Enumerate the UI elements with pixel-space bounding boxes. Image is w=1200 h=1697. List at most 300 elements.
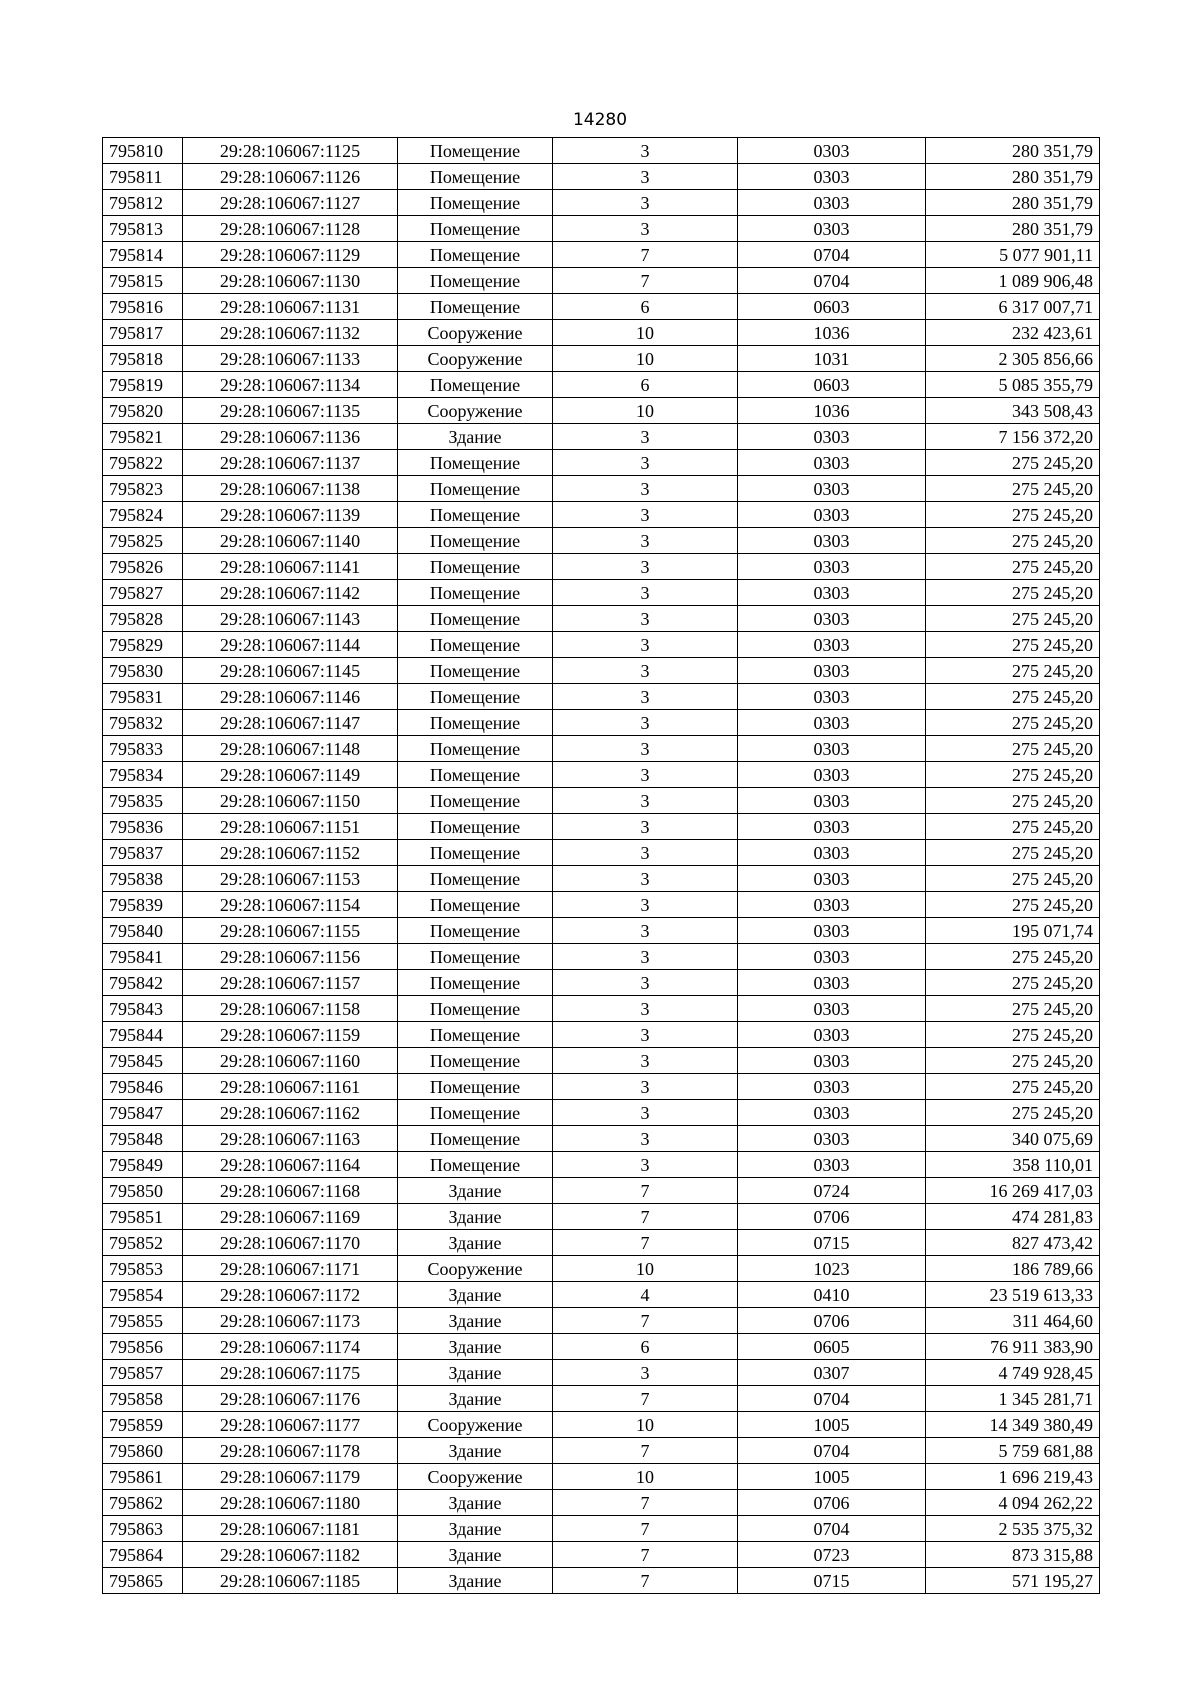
subgroup-code-cell: 0303: [738, 866, 926, 892]
table-row: [103, 1412, 1100, 1438]
cadastral-value-table: [102, 137, 1100, 1594]
cadastral-number-cell: 29:28:106067:1139: [183, 502, 398, 528]
subgroup-code-cell: 0724: [738, 1178, 926, 1204]
subgroup-code-cell: 0303: [738, 684, 926, 710]
row-number-cell: 795864: [103, 1542, 183, 1568]
cadastral-value-cell: 5 077 901,11: [926, 242, 1100, 268]
subgroup-code-cell: 0303: [738, 944, 926, 970]
row-number-cell: 795841: [103, 944, 183, 970]
table-row: [103, 580, 1100, 606]
table-row: [103, 1464, 1100, 1490]
group-cell: 7: [553, 242, 738, 268]
row-number-cell: 795845: [103, 1048, 183, 1074]
cadastral-number-cell: 29:28:106067:1174: [183, 1334, 398, 1360]
row-number-cell: 795826: [103, 554, 183, 580]
cadastral-value-cell: 4 749 928,45: [926, 1360, 1100, 1386]
subgroup-code-cell: 0303: [738, 554, 926, 580]
cadastral-number-cell: 29:28:106067:1177: [183, 1412, 398, 1438]
group-cell: 6: [553, 294, 738, 320]
cadastral-number-cell: 29:28:106067:1153: [183, 866, 398, 892]
subgroup-code-cell: 0303: [738, 528, 926, 554]
cadastral-value-cell: 1 089 906,48: [926, 268, 1100, 294]
cadastral-number-cell: 29:28:106067:1171: [183, 1256, 398, 1282]
cadastral-number-cell: 29:28:106067:1148: [183, 736, 398, 762]
cadastral-number-cell: 29:28:106067:1176: [183, 1386, 398, 1412]
cadastral-value-cell: 76 911 383,90: [926, 1334, 1100, 1360]
subgroup-code-cell: 0410: [738, 1282, 926, 1308]
subgroup-code-cell: 0303: [738, 762, 926, 788]
cadastral-number-cell: 29:28:106067:1141: [183, 554, 398, 580]
cadastral-value-cell: 275 245,20: [926, 892, 1100, 918]
cadastral-number-cell: 29:28:106067:1156: [183, 944, 398, 970]
group-cell: 3: [553, 632, 738, 658]
row-number-cell: 795861: [103, 1464, 183, 1490]
subgroup-code-cell: 0303: [738, 840, 926, 866]
row-number-cell: 795818: [103, 346, 183, 372]
subgroup-code-cell: 0603: [738, 372, 926, 398]
row-number-cell: 795821: [103, 424, 183, 450]
cadastral-value-cell: 275 245,20: [926, 1048, 1100, 1074]
object-type-cell: Помещение: [398, 684, 553, 710]
cadastral-number-cell: 29:28:106067:1135: [183, 398, 398, 424]
group-cell: 3: [553, 190, 738, 216]
cadastral-value-cell: 474 281,83: [926, 1204, 1100, 1230]
table-row: [103, 1230, 1100, 1256]
cadastral-number-cell: 29:28:106067:1173: [183, 1308, 398, 1334]
row-number-cell: 795827: [103, 580, 183, 606]
subgroup-code-cell: 0715: [738, 1230, 926, 1256]
row-number-cell: 795863: [103, 1516, 183, 1542]
cadastral-number-cell: 29:28:106067:1152: [183, 840, 398, 866]
table-row: [103, 814, 1100, 840]
cadastral-number-cell: 29:28:106067:1137: [183, 450, 398, 476]
cadastral-number-cell: 29:28:106067:1147: [183, 710, 398, 736]
subgroup-code-cell: 0307: [738, 1360, 926, 1386]
object-type-cell: Здание: [398, 1568, 553, 1594]
object-type-cell: Помещение: [398, 216, 553, 242]
cadastral-value-cell: 311 464,60: [926, 1308, 1100, 1334]
table-row: [103, 320, 1100, 346]
subgroup-code-cell: 0303: [738, 1022, 926, 1048]
object-type-cell: Помещение: [398, 294, 553, 320]
subgroup-code-cell: 0706: [738, 1204, 926, 1230]
group-cell: 7: [553, 1542, 738, 1568]
cadastral-value-cell: 280 351,79: [926, 190, 1100, 216]
subgroup-code-cell: 0303: [738, 710, 926, 736]
subgroup-code-cell: 0303: [738, 814, 926, 840]
row-number-cell: 795859: [103, 1412, 183, 1438]
group-cell: 7: [553, 1308, 738, 1334]
object-type-cell: Сооружение: [398, 1464, 553, 1490]
group-cell: 3: [553, 1048, 738, 1074]
row-number-cell: 795830: [103, 658, 183, 684]
cadastral-number-cell: 29:28:106067:1162: [183, 1100, 398, 1126]
cadastral-value-cell: 4 094 262,22: [926, 1490, 1100, 1516]
subgroup-code-cell: 0303: [738, 424, 926, 450]
object-type-cell: Помещение: [398, 528, 553, 554]
object-type-cell: Помещение: [398, 580, 553, 606]
object-type-cell: Помещение: [398, 450, 553, 476]
cadastral-number-cell: 29:28:106067:1142: [183, 580, 398, 606]
cadastral-number-cell: 29:28:106067:1164: [183, 1152, 398, 1178]
cadastral-number-cell: 29:28:106067:1151: [183, 814, 398, 840]
subgroup-code-cell: 0303: [738, 632, 926, 658]
group-cell: 10: [553, 1256, 738, 1282]
subgroup-code-cell: 0715: [738, 1568, 926, 1594]
table-row: [103, 1048, 1100, 1074]
subgroup-code-cell: 0303: [738, 658, 926, 684]
row-number-cell: 795824: [103, 502, 183, 528]
group-cell: 10: [553, 346, 738, 372]
cadastral-value-cell: 275 245,20: [926, 788, 1100, 814]
row-number-cell: 795820: [103, 398, 183, 424]
cadastral-number-cell: 29:28:106067:1182: [183, 1542, 398, 1568]
object-type-cell: Помещение: [398, 658, 553, 684]
cadastral-number-cell: 29:28:106067:1149: [183, 762, 398, 788]
row-number-cell: 795850: [103, 1178, 183, 1204]
cadastral-value-cell: 5 759 681,88: [926, 1438, 1100, 1464]
row-number-cell: 795846: [103, 1074, 183, 1100]
group-cell: 3: [553, 710, 738, 736]
object-type-cell: Помещение: [398, 1100, 553, 1126]
cadastral-value-cell: 275 245,20: [926, 944, 1100, 970]
cadastral-number-cell: 29:28:106067:1159: [183, 1022, 398, 1048]
cadastral-value-cell: 275 245,20: [926, 762, 1100, 788]
cadastral-number-cell: 29:28:106067:1130: [183, 268, 398, 294]
row-number-cell: 795843: [103, 996, 183, 1022]
group-cell: 3: [553, 450, 738, 476]
cadastral-number-cell: 29:28:106067:1155: [183, 918, 398, 944]
object-type-cell: Здание: [398, 1516, 553, 1542]
object-type-cell: Здание: [398, 1542, 553, 1568]
cadastral-value-cell: 16 269 417,03: [926, 1178, 1100, 1204]
group-cell: 3: [553, 892, 738, 918]
table-body: [103, 138, 1100, 1594]
cadastral-number-cell: 29:28:106067:1175: [183, 1360, 398, 1386]
cadastral-number-cell: 29:28:106067:1178: [183, 1438, 398, 1464]
subgroup-code-cell: 0303: [738, 164, 926, 190]
table-row: [103, 1152, 1100, 1178]
row-number-cell: 795819: [103, 372, 183, 398]
row-number-cell: 795838: [103, 866, 183, 892]
table-row: [103, 450, 1100, 476]
cadastral-number-cell: 29:28:106067:1157: [183, 970, 398, 996]
group-cell: 3: [553, 970, 738, 996]
row-number-cell: 795828: [103, 606, 183, 632]
object-type-cell: Здание: [398, 1178, 553, 1204]
object-type-cell: Помещение: [398, 1074, 553, 1100]
cadastral-value-cell: 571 195,27: [926, 1568, 1100, 1594]
group-cell: 3: [553, 762, 738, 788]
group-cell: 3: [553, 606, 738, 632]
row-number-cell: 795837: [103, 840, 183, 866]
row-number-cell: 795857: [103, 1360, 183, 1386]
object-type-cell: Помещение: [398, 814, 553, 840]
table-row: [103, 398, 1100, 424]
object-type-cell: Помещение: [398, 1048, 553, 1074]
group-cell: 3: [553, 684, 738, 710]
object-type-cell: Помещение: [398, 502, 553, 528]
row-number-cell: 795852: [103, 1230, 183, 1256]
group-cell: 3: [553, 138, 738, 164]
cadastral-number-cell: 29:28:106067:1179: [183, 1464, 398, 1490]
row-number-cell: 795825: [103, 528, 183, 554]
group-cell: 3: [553, 580, 738, 606]
cadastral-number-cell: 29:28:106067:1170: [183, 1230, 398, 1256]
subgroup-code-cell: 0303: [738, 190, 926, 216]
row-number-cell: 795853: [103, 1256, 183, 1282]
row-number-cell: 795860: [103, 1438, 183, 1464]
subgroup-code-cell: 0303: [738, 918, 926, 944]
row-number-cell: 795831: [103, 684, 183, 710]
object-type-cell: Здание: [398, 1308, 553, 1334]
table-row: [103, 1204, 1100, 1230]
object-type-cell: Помещение: [398, 268, 553, 294]
group-cell: 7: [553, 1178, 738, 1204]
table-row: [103, 1282, 1100, 1308]
object-type-cell: Помещение: [398, 164, 553, 190]
subgroup-code-cell: 1005: [738, 1464, 926, 1490]
cadastral-value-cell: 275 245,20: [926, 736, 1100, 762]
object-type-cell: Здание: [398, 1230, 553, 1256]
subgroup-code-cell: 0303: [738, 736, 926, 762]
cadastral-number-cell: 29:28:106067:1136: [183, 424, 398, 450]
row-number-cell: 795815: [103, 268, 183, 294]
group-cell: 7: [553, 1438, 738, 1464]
group-cell: 7: [553, 1568, 738, 1594]
row-number-cell: 795834: [103, 762, 183, 788]
table-row: [103, 216, 1100, 242]
object-type-cell: Помещение: [398, 840, 553, 866]
table-row: [103, 996, 1100, 1022]
row-number-cell: 795822: [103, 450, 183, 476]
table-row: [103, 372, 1100, 398]
object-type-cell: Помещение: [398, 1152, 553, 1178]
subgroup-code-cell: 1036: [738, 398, 926, 424]
subgroup-code-cell: 0303: [738, 996, 926, 1022]
subgroup-code-cell: 0303: [738, 1100, 926, 1126]
group-cell: 3: [553, 1100, 738, 1126]
cadastral-value-cell: 280 351,79: [926, 138, 1100, 164]
subgroup-code-cell: 1023: [738, 1256, 926, 1282]
cadastral-value-cell: 275 245,20: [926, 632, 1100, 658]
object-type-cell: Помещение: [398, 242, 553, 268]
group-cell: 3: [553, 866, 738, 892]
object-type-cell: Здание: [398, 1334, 553, 1360]
group-cell: 3: [553, 996, 738, 1022]
subgroup-code-cell: 0704: [738, 1386, 926, 1412]
table-row: [103, 736, 1100, 762]
row-number-cell: 795833: [103, 736, 183, 762]
table-row: [103, 840, 1100, 866]
cadastral-value-cell: 275 245,20: [926, 814, 1100, 840]
table-row: [103, 1386, 1100, 1412]
subgroup-code-cell: 0303: [738, 502, 926, 528]
subgroup-code-cell: 1005: [738, 1412, 926, 1438]
cadastral-value-cell: 275 245,20: [926, 658, 1100, 684]
subgroup-code-cell: 1031: [738, 346, 926, 372]
object-type-cell: Здание: [398, 1438, 553, 1464]
cadastral-value-cell: 340 075,69: [926, 1126, 1100, 1152]
object-type-cell: Помещение: [398, 970, 553, 996]
table-row: [103, 294, 1100, 320]
cadastral-number-cell: 29:28:106067:1154: [183, 892, 398, 918]
cadastral-value-cell: 1 696 219,43: [926, 1464, 1100, 1490]
subgroup-code-cell: 0704: [738, 242, 926, 268]
cadastral-number-cell: 29:28:106067:1172: [183, 1282, 398, 1308]
object-type-cell: Помещение: [398, 892, 553, 918]
cadastral-value-cell: 275 245,20: [926, 450, 1100, 476]
subgroup-code-cell: 0303: [738, 216, 926, 242]
table-row: [103, 710, 1100, 736]
table-row: [103, 1100, 1100, 1126]
object-type-cell: Помещение: [398, 866, 553, 892]
subgroup-code-cell: 0603: [738, 294, 926, 320]
cadastral-value-cell: 280 351,79: [926, 216, 1100, 242]
cadastral-value-cell: 1 345 281,71: [926, 1386, 1100, 1412]
table-row: [103, 892, 1100, 918]
row-number-cell: 795855: [103, 1308, 183, 1334]
object-type-cell: Помещение: [398, 632, 553, 658]
subgroup-code-cell: 0303: [738, 606, 926, 632]
cadastral-number-cell: 29:28:106067:1158: [183, 996, 398, 1022]
cadastral-value-cell: 873 315,88: [926, 1542, 1100, 1568]
subgroup-code-cell: 0303: [738, 788, 926, 814]
table-row: [103, 502, 1100, 528]
object-type-cell: Помещение: [398, 1126, 553, 1152]
table-row: [103, 164, 1100, 190]
object-type-cell: Помещение: [398, 762, 553, 788]
subgroup-code-cell: 0303: [738, 892, 926, 918]
subgroup-code-cell: 0303: [738, 450, 926, 476]
cadastral-value-cell: 275 245,20: [926, 502, 1100, 528]
table-row: [103, 1568, 1100, 1594]
row-number-cell: 795836: [103, 814, 183, 840]
object-type-cell: Помещение: [398, 710, 553, 736]
object-type-cell: Здание: [398, 1282, 553, 1308]
cadastral-value-cell: 7 156 372,20: [926, 424, 1100, 450]
cadastral-number-cell: 29:28:106067:1133: [183, 346, 398, 372]
object-type-cell: Здание: [398, 424, 553, 450]
table-row: [103, 1308, 1100, 1334]
cadastral-value-cell: 275 245,20: [926, 476, 1100, 502]
group-cell: 3: [553, 918, 738, 944]
subgroup-code-cell: 0706: [738, 1490, 926, 1516]
group-cell: 3: [553, 1074, 738, 1100]
cadastral-number-cell: 29:28:106067:1144: [183, 632, 398, 658]
row-number-cell: 795829: [103, 632, 183, 658]
object-type-cell: Сооружение: [398, 346, 553, 372]
cadastral-value-cell: 275 245,20: [926, 606, 1100, 632]
row-number-cell: 795811: [103, 164, 183, 190]
group-cell: 10: [553, 1464, 738, 1490]
row-number-cell: 795840: [103, 918, 183, 944]
subgroup-code-cell: 0704: [738, 268, 926, 294]
cadastral-number-cell: 29:28:106067:1131: [183, 294, 398, 320]
cadastral-value-cell: 5 085 355,79: [926, 372, 1100, 398]
object-type-cell: Здание: [398, 1386, 553, 1412]
table-row: [103, 1542, 1100, 1568]
subgroup-code-cell: 0704: [738, 1438, 926, 1464]
table-row: [103, 242, 1100, 268]
cadastral-number-cell: 29:28:106067:1163: [183, 1126, 398, 1152]
group-cell: 3: [553, 736, 738, 762]
group-cell: 3: [553, 814, 738, 840]
table-row: [103, 866, 1100, 892]
group-cell: 3: [553, 1022, 738, 1048]
cadastral-value-cell: 275 245,20: [926, 684, 1100, 710]
table-row: [103, 1438, 1100, 1464]
group-cell: 7: [553, 1490, 738, 1516]
group-cell: 3: [553, 658, 738, 684]
object-type-cell: Здание: [398, 1204, 553, 1230]
group-cell: 3: [553, 788, 738, 814]
row-number-cell: 795856: [103, 1334, 183, 1360]
subgroup-code-cell: 0704: [738, 1516, 926, 1542]
group-cell: 6: [553, 372, 738, 398]
table-row: [103, 944, 1100, 970]
object-type-cell: Помещение: [398, 996, 553, 1022]
cadastral-value-cell: 275 245,20: [926, 840, 1100, 866]
cadastral-value-cell: 2 535 375,32: [926, 1516, 1100, 1542]
cadastral-value-cell: 275 245,20: [926, 1100, 1100, 1126]
row-number-cell: 795851: [103, 1204, 183, 1230]
cadastral-number-cell: 29:28:106067:1134: [183, 372, 398, 398]
table-row: [103, 788, 1100, 814]
cadastral-value-cell: 232 423,61: [926, 320, 1100, 346]
cadastral-value-cell: 275 245,20: [926, 710, 1100, 736]
row-number-cell: 795849: [103, 1152, 183, 1178]
subgroup-code-cell: 0706: [738, 1308, 926, 1334]
subgroup-code-cell: 0303: [738, 476, 926, 502]
cadastral-value-cell: 343 508,43: [926, 398, 1100, 424]
table-row: [103, 918, 1100, 944]
cadastral-value-cell: 280 351,79: [926, 164, 1100, 190]
row-number-cell: 795813: [103, 216, 183, 242]
subgroup-code-cell: 0303: [738, 1126, 926, 1152]
table-row: [103, 1126, 1100, 1152]
object-type-cell: Помещение: [398, 476, 553, 502]
cadastral-number-cell: 29:28:106067:1181: [183, 1516, 398, 1542]
group-cell: 4: [553, 1282, 738, 1308]
cadastral-number-cell: 29:28:106067:1127: [183, 190, 398, 216]
cadastral-number-cell: 29:28:106067:1143: [183, 606, 398, 632]
group-cell: 3: [553, 1360, 738, 1386]
row-number-cell: 795854: [103, 1282, 183, 1308]
cadastral-value-cell: 186 789,66: [926, 1256, 1100, 1282]
table-row: [103, 268, 1100, 294]
group-cell: 3: [553, 840, 738, 866]
table-row: [103, 606, 1100, 632]
object-type-cell: Помещение: [398, 554, 553, 580]
cadastral-number-cell: 29:28:106067:1126: [183, 164, 398, 190]
cadastral-value-cell: 23 519 613,33: [926, 1282, 1100, 1308]
subgroup-code-cell: 0303: [738, 1074, 926, 1100]
subgroup-code-cell: 0605: [738, 1334, 926, 1360]
subgroup-code-cell: 0303: [738, 970, 926, 996]
table-row: [103, 528, 1100, 554]
group-cell: 7: [553, 1386, 738, 1412]
table-row: [103, 632, 1100, 658]
group-cell: 3: [553, 502, 738, 528]
object-type-cell: Помещение: [398, 736, 553, 762]
cadastral-value-cell: 275 245,20: [926, 970, 1100, 996]
row-number-cell: 795858: [103, 1386, 183, 1412]
object-type-cell: Здание: [398, 1360, 553, 1386]
row-number-cell: 795810: [103, 138, 183, 164]
group-cell: 3: [553, 164, 738, 190]
cadastral-number-cell: 29:28:106067:1146: [183, 684, 398, 710]
